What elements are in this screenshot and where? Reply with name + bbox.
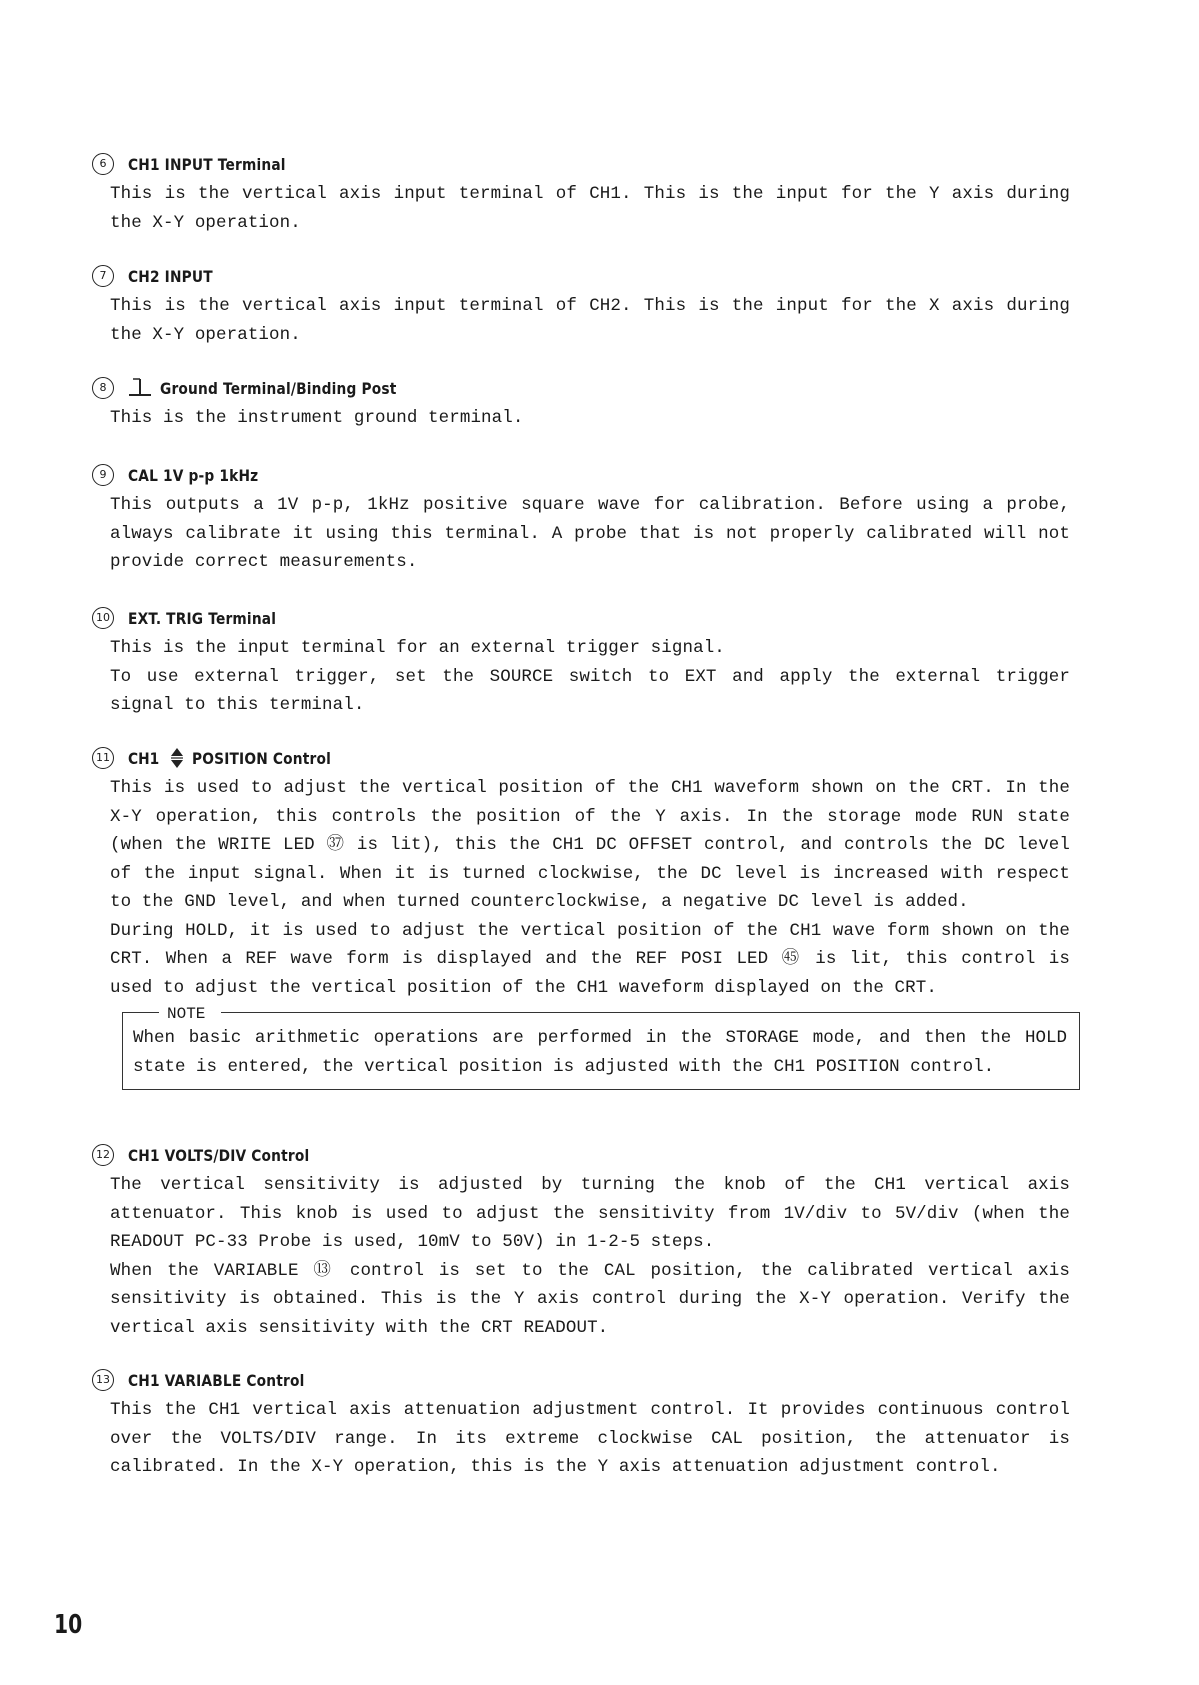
section-body <box>110 404 1070 433</box>
ground-symbol-icon <box>128 377 152 399</box>
item-number-badge: 9 <box>92 464 114 486</box>
section-title: POSITION Control <box>192 748 332 768</box>
section-heading <box>92 746 1086 770</box>
item-number-badge: 6 <box>92 153 114 175</box>
section-heading <box>92 463 1086 487</box>
section-body <box>110 180 1070 237</box>
note-text: When basic arithmetic operations are performed in the STORAGE mode, and then the HOLD state is entered, the vertical position is adjusted with the CH1 POSITION control. <box>133 1028 1067 1077</box>
item-number-badge: 13 <box>92 1369 114 1391</box>
section-body <box>110 634 1070 720</box>
body-text: The vertical sensitivity is adjusted by turning the knob of the CH1 vertical axis attenuator. This knob is used to adjust the sensitivity from 1V/div to 5V/div (when the READOUT PC-33 Probe is used, 10mV to 50V) in 1-2-5 steps. <box>110 1175 1070 1252</box>
note-rule <box>123 1012 159 1013</box>
body-text: This is the input terminal for an external trigger signal. <box>110 638 725 658</box>
section-title: CAL 1V p-p 1kHz <box>128 465 259 485</box>
section-ext-trig-terminal <box>86 606 1086 720</box>
section-title-prefix: CH1 <box>128 748 160 768</box>
item-number-badge: 8 <box>92 377 114 399</box>
item-number-badge: 7 <box>92 265 114 287</box>
item-number-badge: 12 <box>92 1144 114 1166</box>
section-ch1-variable-control <box>86 1368 1086 1482</box>
section-cal-output <box>86 463 1086 577</box>
section-ground-terminal <box>86 376 1086 433</box>
section-heading <box>92 376 1086 400</box>
body-text: This is the vertical axis input terminal of CH2. This is the input for the X axis during the X-Y operation. <box>110 296 1070 345</box>
item-number-badge: 11 <box>92 747 114 769</box>
section-heading <box>92 152 1086 176</box>
section-ch1-input-terminal <box>86 152 1086 237</box>
body-text: This is the instrument ground terminal. <box>110 408 524 428</box>
section-heading <box>92 264 1086 288</box>
note-label: NOTE <box>167 1000 205 1029</box>
section-body <box>110 1171 1070 1342</box>
body-text: During HOLD, it is used to adjust the vertical position of the CH1 wave form shown on the CRT. When a REF wave form is displayed and the REF POSI LED ㊺ is lit, this control is used to adjust the vertical position of the CH1 waveform displayed on the CRT. <box>110 920 1070 998</box>
body-text: This is the vertical axis input terminal of CH1. This is the input for the Y axis during the X-Y operation. <box>110 184 1070 233</box>
section-heading <box>92 1143 1086 1167</box>
item-number-badge: 10 <box>92 607 114 629</box>
section-title: Ground Terminal/Binding Post <box>160 378 397 398</box>
body-text: This is used to adjust the vertical position of the CH1 waveform shown on the CRT. In the X-Y operation, this controls the position of the Y axis. In the storage mode RUN state (when the WRITE LED ㊲ is lit), this the CH1 DC OFFSET control, and controls the DC level of the input signal. When it is turned clockwise, the DC level is increased with respect to the GND level, and when turned counterclockwise, a negative DC level is added. <box>110 778 1070 912</box>
body-text: To use external trigger, set the SOURCE switch to EXT and apply the external trigger signal to this terminal. <box>110 666 1070 715</box>
body-text: When the VARIABLE ⑬ control is set to the CAL position, the calibrated vertical axis sensitivity is obtained. This is the Y axis control during the X-Y operation. Verify the vertical axis sensitivity with the CRT READOUT. <box>110 1260 1070 1338</box>
body-text: This the CH1 vertical axis attenuation adjustment control. It provides continuous control over the VOLTS/DIV range. In its extreme clockwise CAL position, the attenuator is calibrated. In the X-Y operation, this is the Y axis attenuation adjustment control. <box>110 1400 1070 1477</box>
section-body <box>110 774 1070 1002</box>
page-number: 10 <box>54 1610 83 1640</box>
note-box <box>122 1005 1080 1090</box>
section-body <box>110 491 1070 577</box>
section-body <box>110 1396 1070 1482</box>
section-title: CH1 VOLTS/DIV Control <box>128 1145 310 1165</box>
section-title: CH1 VARIABLE Control <box>128 1370 305 1390</box>
section-ch1-position-control <box>86 746 1086 1090</box>
section-ch2-input <box>86 264 1086 349</box>
section-heading <box>92 1368 1086 1392</box>
note-rule <box>221 1012 1079 1013</box>
section-ch1-volts-div-control <box>86 1143 1086 1342</box>
up-down-position-arrow-icon <box>170 747 184 769</box>
section-body <box>110 292 1070 349</box>
section-title: CH1 INPUT Terminal <box>128 154 286 174</box>
body-text: This outputs a 1V p-p, 1kHz positive square wave for calibration. Before using a probe, always calibrate it using this terminal. A probe that is not properly calibrated will not provide correct measurements. <box>110 495 1070 572</box>
section-title: EXT. TRIG Terminal <box>128 608 277 628</box>
section-title: CH2 INPUT <box>128 266 213 286</box>
section-heading <box>92 606 1086 630</box>
